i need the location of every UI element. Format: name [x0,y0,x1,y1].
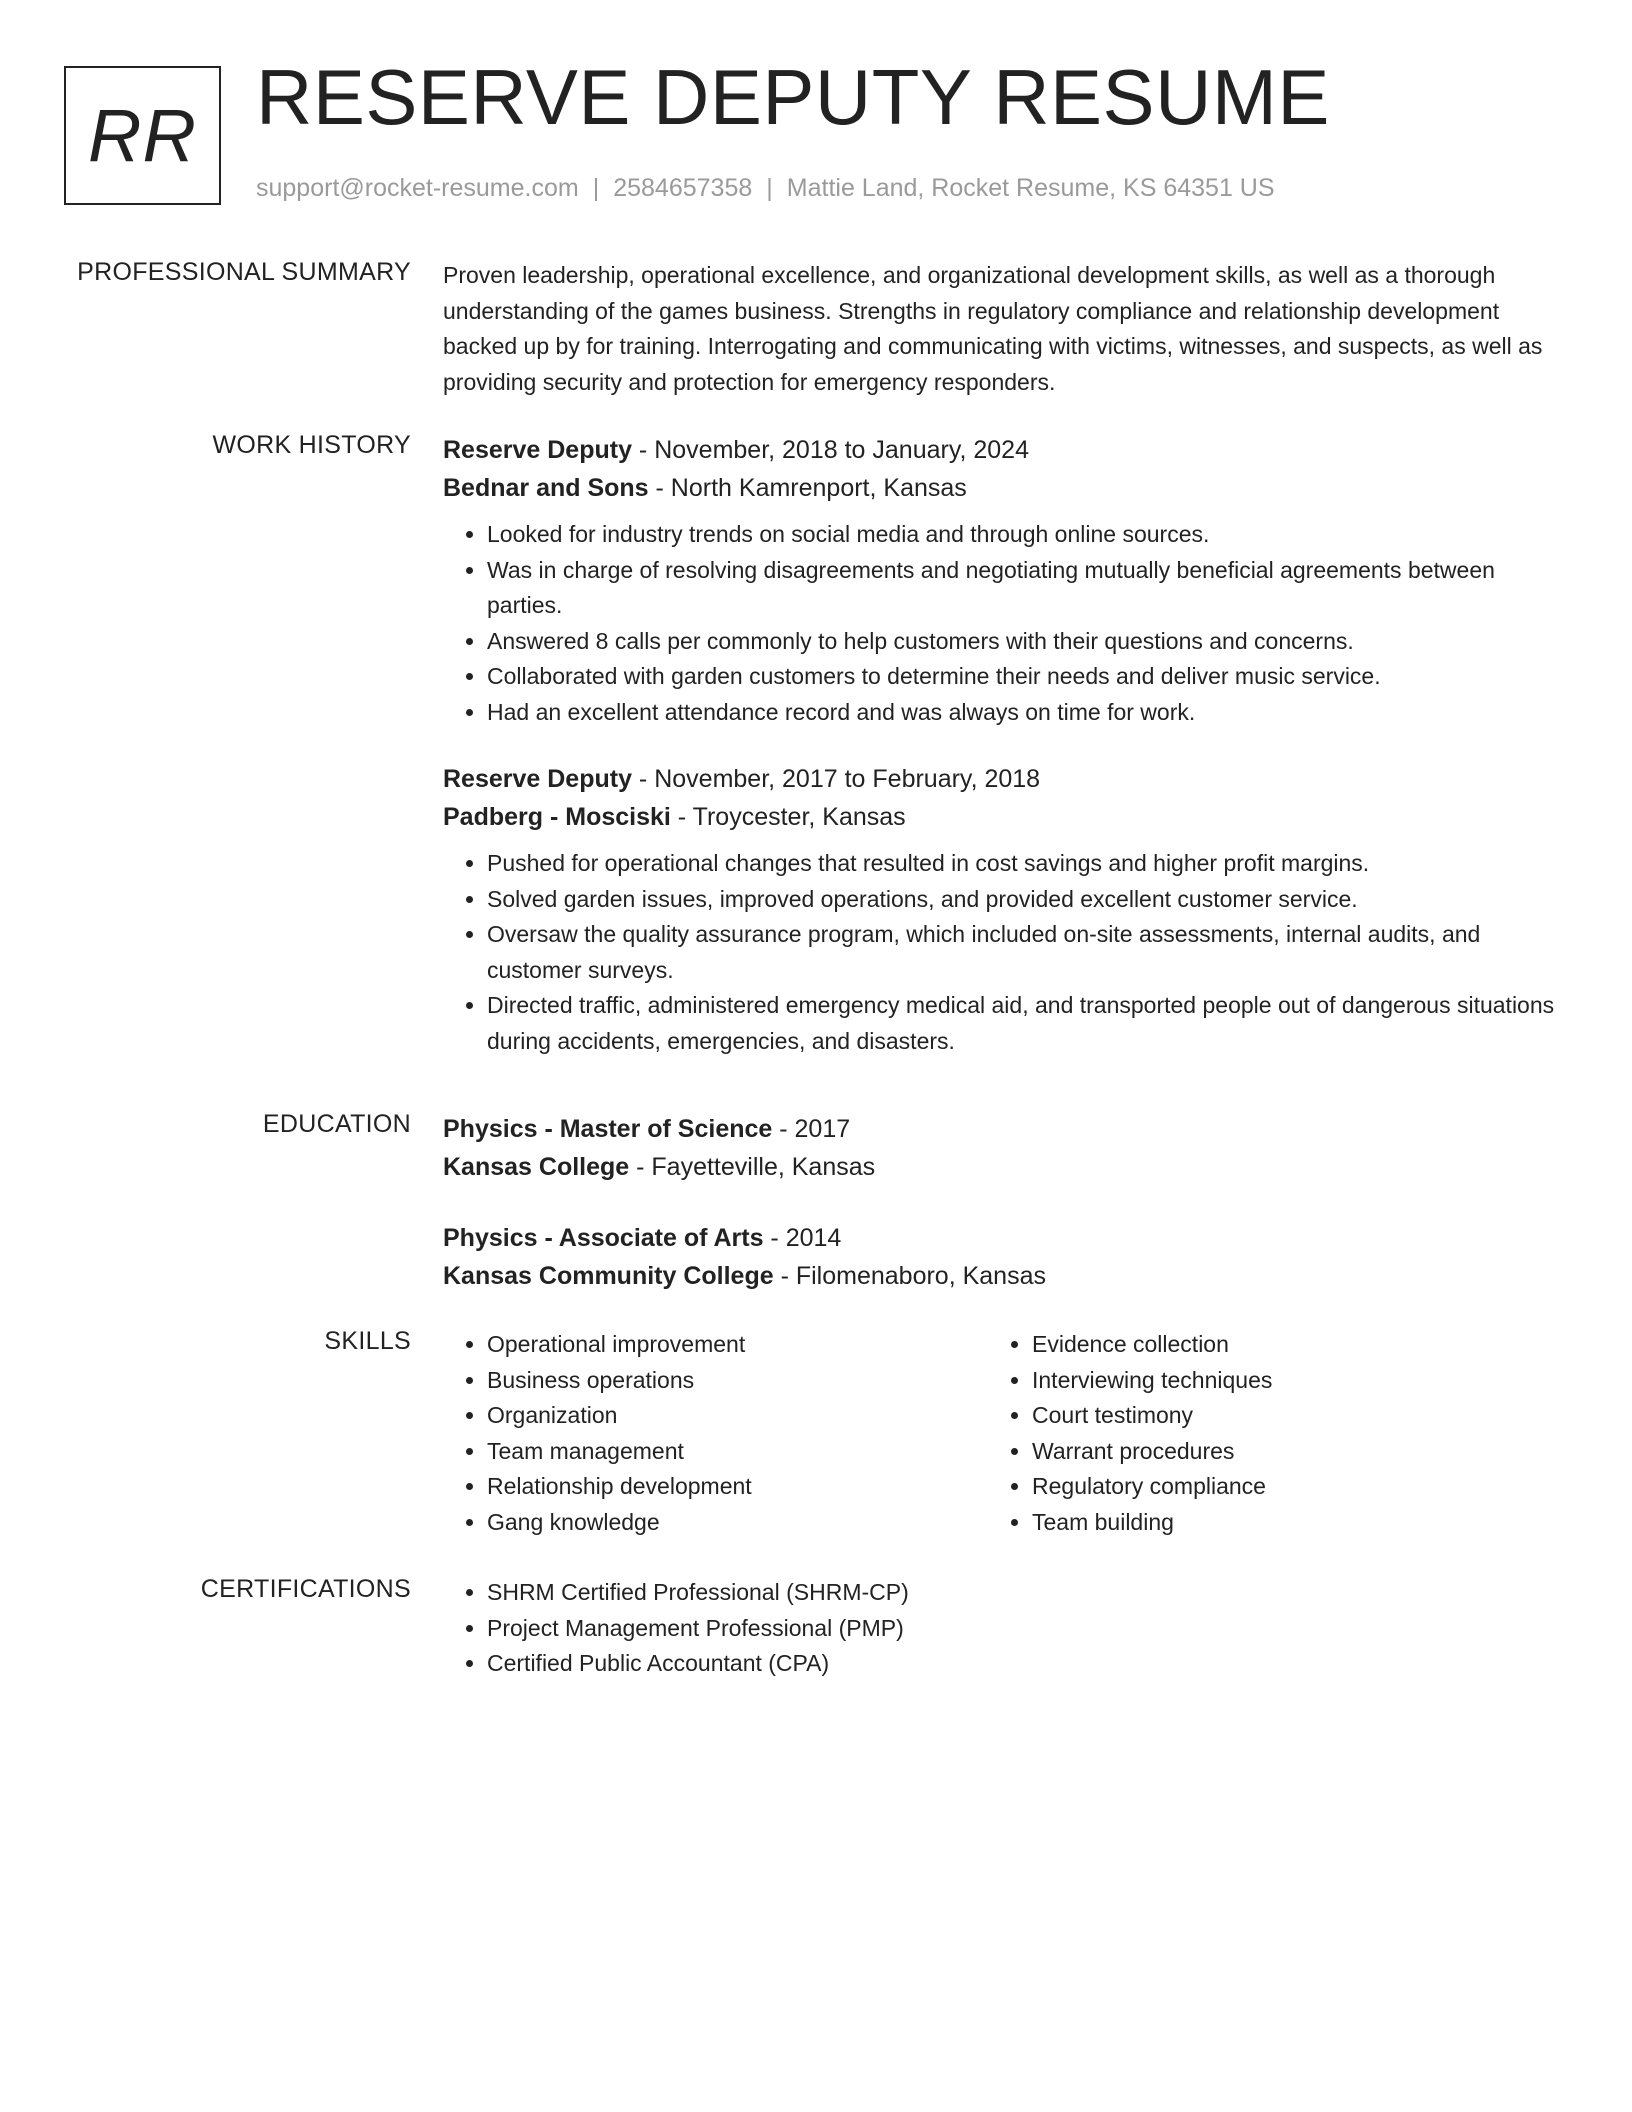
list-item: • Interviewing techniques [1032,1363,1533,1399]
skills-body [443,1327,1563,1540]
school-line [443,1148,1563,1186]
degree: Physics - Master of Science [443,1115,773,1143]
degree-line [443,1110,1563,1148]
section-label-summary: PROFESSIONAL SUMMARY [77,258,411,286]
skills-column-right [988,1327,1533,1540]
school: Kansas Community College [443,1262,774,1290]
school-location: - Fayetteville, Kansas [629,1153,876,1181]
degree-year: - 2017 [772,1115,851,1143]
contact-email: support@rocket-resume.com [256,174,579,202]
list-item: • Team building [1032,1505,1533,1541]
job-dates: - November, 2018 to January, 2024 [631,436,1029,464]
summary-body [443,258,1563,400]
list-item: • Solved garden issues, improved operations, and provided excellent customer service. [487,882,1563,918]
job-bullets [443,517,1563,730]
skills-column-left [443,1327,988,1540]
list-item: • Gang knowledge [487,1505,988,1541]
job-dates: - November, 2017 to February, 2018 [631,765,1041,793]
list-item: • Looked for industry trends on social media and through online sources. [487,517,1563,553]
education-body [443,1110,1563,1295]
degree: Physics - Associate of Arts [443,1224,764,1252]
list-item: • Certified Public Accountant (CPA) [487,1646,1563,1682]
work-history-body [443,431,1563,1059]
contact-line [256,174,1275,203]
list-item: • Warrant procedures [1032,1434,1533,1470]
job-title: Reserve Deputy [443,765,632,793]
list-item: • Regulatory compliance [1032,1469,1533,1505]
list-item: • Relationship development [487,1469,988,1505]
list-item: • Project Management Professional (PMP) [487,1611,1563,1647]
job-entry [443,431,1563,730]
job-company: Padberg - Mosciski [443,803,671,831]
certifications-list [443,1575,1563,1682]
school: Kansas College [443,1153,630,1181]
list-item: • Had an excellent attendance record and was always on time for work. [487,695,1563,731]
list-item: • Court testimony [1032,1398,1533,1434]
list-item: • Business operations [487,1363,988,1399]
list-item: • Team management [487,1434,988,1470]
job-title-line [443,760,1563,798]
list-item: • Pushed for operational changes that resulted in cost savings and higher profit margins. [487,846,1563,882]
degree-year: - 2014 [763,1224,842,1252]
section-label-education: EDUCATION [262,1110,411,1138]
section-label-work-history: WORK HISTORY [212,431,411,459]
job-company-line [443,469,1563,507]
job-entry [443,760,1563,1059]
job-location: - Troycester, Kansas [670,803,906,831]
list-item: • Evidence collection [1032,1327,1533,1363]
certifications-body [443,1575,1563,1682]
job-location: - North Kamrenport, Kansas [648,474,967,502]
skills-columns [443,1327,1563,1540]
list-item: • Was in charge of resolving disagreements and negotiating mutually beneficial agreements between parties. [487,553,1563,624]
job-company-line [443,798,1563,836]
list-item: • Directed traffic, administered emergency medical aid, and transported people out of dangerous situations during accidents, emergencies, and disasters. [487,988,1563,1059]
school-location: - Filomenaboro, Kansas [773,1262,1046,1290]
page-title: RESERVE DEPUTY RESUME [256,53,1330,141]
list-item: • SHRM Certified Professional (SHRM-CP) [487,1575,1563,1611]
job-bullets [443,846,1563,1059]
section-label-skills: SKILLS [324,1327,411,1355]
contact-phone: 2584657358 [613,174,753,202]
contact-address: Mattie Land, Rocket Resume, KS 64351 US [786,174,1275,202]
contact-separator: | [592,174,600,202]
skills-list [443,1327,988,1540]
job-title: Reserve Deputy [443,436,632,464]
monogram-logo: RR [64,66,221,205]
section-label-certifications: CERTIFICATIONS [200,1575,411,1603]
list-item: • Oversaw the quality assurance program, which included on-site assessments, internal audits, and customer surveys. [487,917,1563,988]
list-item: • Collaborated with garden customers to determine their needs and deliver music service. [487,659,1563,695]
degree-line [443,1219,1563,1257]
education-entry [443,1110,1563,1186]
job-title-line [443,431,1563,469]
education-entry [443,1219,1563,1295]
list-item: • Organization [487,1398,988,1434]
summary-text: Proven leadership, operational excellence, and organizational development skills, as well as a thorough understanding of the games business. Strengths in regulatory compliance and relationship development backed up by for training. Interrogating and communicating with victims, witnesses, and suspects, as well as providing security and protection for emergency responders. [443,262,1543,395]
list-item: • Answered 8 calls per commonly to help customers with their questions and concerns. [487,624,1563,660]
contact-separator: | [766,174,773,202]
school-line [443,1257,1563,1295]
job-company: Bednar and Sons [443,474,649,502]
skills-list [988,1327,1533,1540]
list-item: • Operational improvement [487,1327,988,1363]
